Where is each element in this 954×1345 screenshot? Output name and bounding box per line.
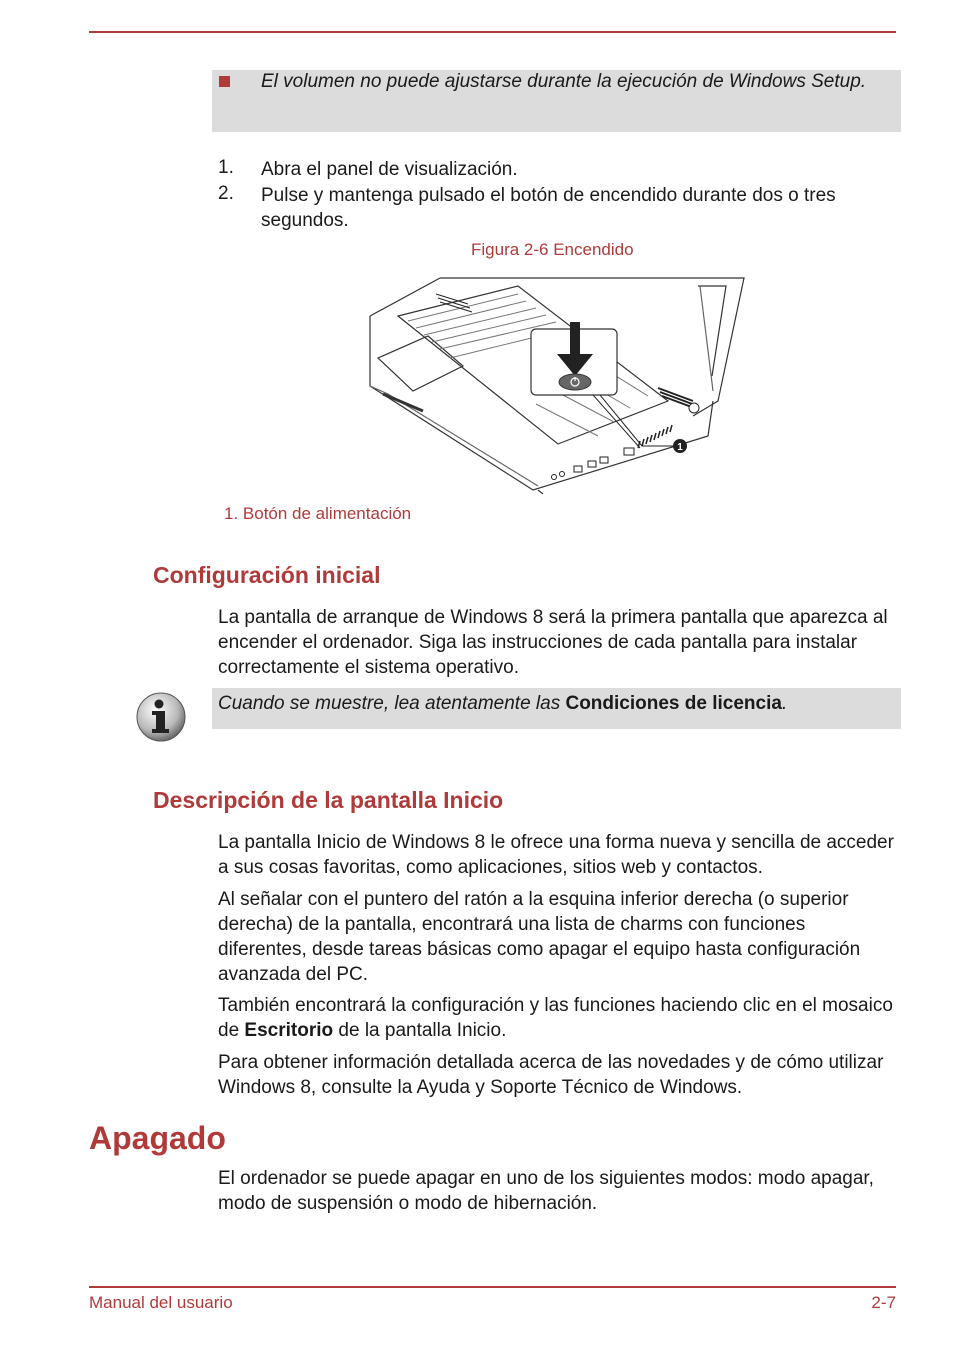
step-text: Abra el panel de visualización.: [261, 159, 518, 180]
paragraph-text: de la pantalla Inicio.: [333, 1020, 507, 1041]
info-note-text-end: .: [781, 693, 788, 714]
figure-caption: Figura 2-6 Encendido: [471, 240, 634, 259]
step-text: Pulse y mantenga pulsado el botón de encendido durante dos o tres segundos.: [261, 185, 836, 231]
page-number: 2-7: [871, 1293, 896, 1312]
info-icon: [135, 691, 187, 743]
footer-rule: [89, 1286, 896, 1288]
note-text: El volumen no puede ajustarse durante la ejecución de Windows Setup.: [261, 71, 867, 92]
step-number: 1.: [218, 157, 234, 178]
paragraph: Al señalar con el puntero del ratón a la esquina inferior derecha (o superior derecha) de la pantalla, encontrará una lista de charms con funciones diferentes, desde tareas básicas como apagar el equipo hasta configuración avanzada del PC.: [218, 889, 861, 985]
paragraph: [218, 993, 898, 1043]
section-heading: Descripción de la pantalla Inicio: [153, 787, 504, 813]
license-terms-bold: Condiciones de licencia: [565, 693, 782, 714]
paragraph: Para obtener información detallada acerca de las novedades y de cómo utilizar Windows 8, consulte la Ayuda y Soporte Técnico de Windows.: [218, 1052, 884, 1098]
paragraph: La pantalla de arranque de Windows 8 será la primera pantalla que aparezca al encender el ordenador. Siga las instrucciones de cada pantalla para instalar correctamente el sistema operativo.: [218, 607, 888, 678]
laptop-illustration: [368, 276, 748, 494]
paragraph-text: También encontrará la configuración y las funciones haciendo clic en el mosaico de: [218, 995, 893, 1041]
paragraph: El ordenador se puede apagar en uno de los siguientes modos: modo apagar, modo de suspensión o modo de hibernación.: [218, 1168, 874, 1214]
info-note-text-normal: Cuando se muestre, lea atentamente las: [218, 693, 566, 714]
callout-number: 1: [677, 442, 683, 453]
section-heading: Configuración inicial: [153, 562, 381, 588]
header-rule: [89, 31, 896, 33]
power-icon: [559, 374, 591, 390]
figure-legend: 1. Botón de alimentación: [224, 504, 412, 523]
escritorio-bold: Escritorio: [244, 1020, 334, 1041]
footer-title: Manual del usuario: [89, 1293, 233, 1312]
square-bullet-icon: [219, 76, 230, 87]
step-number: 2.: [218, 183, 234, 204]
info-note-text: [218, 691, 888, 716]
chapter-heading: Apagado: [89, 1120, 226, 1156]
paragraph: La pantalla Inicio de Windows 8 le ofrece una forma nueva y sencilla de acceder a sus cosas favoritas, como aplicaciones, sitios web y contactos.: [218, 832, 894, 878]
